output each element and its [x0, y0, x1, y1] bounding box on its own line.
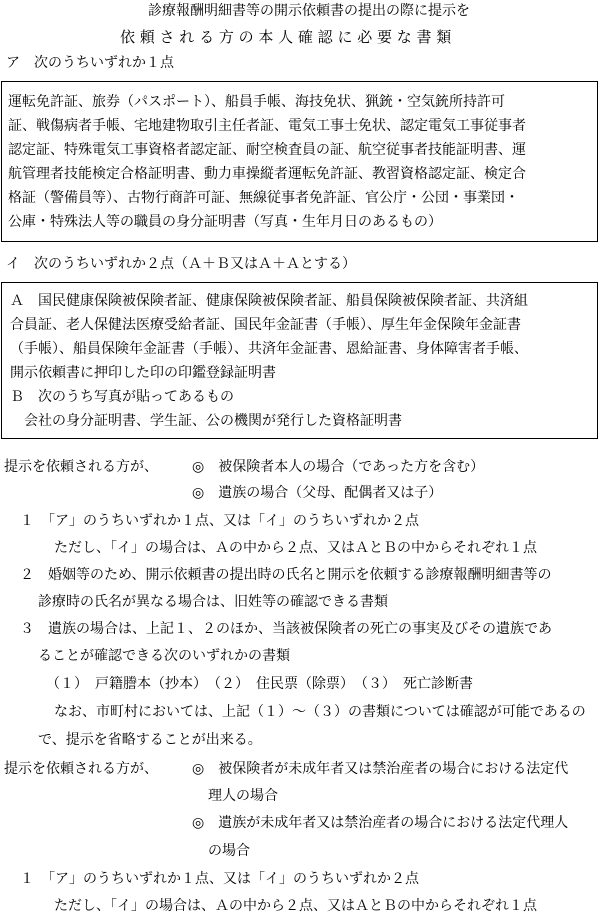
case1-item: ３ 遺族の場合は、上記１、２のほか、当該被保険者の死亡の事実及びその遺族であ: [20, 621, 552, 637]
case1-item: （１） 戸籍謄本（抄本） （２） 住民票（除票） （３） 死亡診断書: [46, 676, 473, 692]
title-line-2: 依 頼 さ れ る 方 の 本 人 確 認 に 必 要 な 書 類: [120, 28, 452, 46]
case1-item: ることが確認できる次のいずれかの書類: [38, 648, 290, 664]
section-b-line: （手帳）、船員保険年金証書（手帳）、共済年金証書、恩給証書、身体障害者手帳、: [10, 341, 528, 357]
case1-option-family: ◎ 遺族の場合（父母、配偶者又は子）: [192, 485, 443, 501]
section-b-line: 開示依頼書に押印した印の印鑑登録証明書: [10, 365, 276, 381]
section-a-line: 公庫・特殊法人等の職員の身分証明書（写真・生年月日のあるもの）: [8, 214, 442, 230]
title-line-1: 診療報酬明細書等の開示依頼書の提出の際に提示を: [148, 3, 470, 19]
case1-label: 提示を依頼される方が、: [4, 459, 158, 475]
case1-item: ２ 婚姻等のため、開示依頼書の提出時の氏名と開示を依頼する診療報酬明細書等の: [20, 567, 552, 583]
case2-option-guardian-cont: 理人の場合: [208, 788, 278, 804]
case2-label: 提示を依頼される方が、: [4, 761, 158, 777]
section-b-line: 合員証、老人保健法医療受給者証、国民年金証書（手帳）、厚生年金保険年金証書: [10, 317, 521, 333]
section-b-line: Ｂ 次のうち写真が貼ってあるもの: [10, 389, 234, 405]
case1-item: なお、市町村においては、上記（１）〜（３）の書類については確認が可能であるの: [54, 704, 586, 720]
section-a-line: 運転免許証、旅券（パスポート）、船員手帳、海技免状、猟銃・空気銃所持許可: [8, 94, 505, 110]
case1-option-insured: ◎ 被保険者本人の場合（であった方を含む）: [192, 459, 485, 475]
case2-option-guardian: ◎ 被保険者が未成年者又は禁治産者の場合における法定代: [192, 761, 569, 777]
case1-item: １ 「ア」のうちいずれか１点、又は「イ」のうちいずれか２点: [20, 513, 419, 529]
section-a-line: 証、戦傷病者手帳、宅地建物取引主任者証、電気工事士免状、認定電気工事従事者: [8, 118, 526, 134]
case2-option-family-guardian-cont: の場合: [208, 843, 250, 859]
case2-item: １ 「ア」のうちいずれか１点、又は「イ」のうちいずれか２点: [20, 871, 419, 887]
section-a-line: 認定証、特殊電気工事資格者認定証、耐空検査員の証、航空従事者技能証明書、運: [8, 142, 526, 158]
case2-option-family-guardian: ◎ 遺族が未成年者又は禁治産者の場合における法定代理人: [192, 815, 569, 831]
case1-item: 診療時の氏名が異なる場合は、旧姓等の確認できる書類: [38, 594, 388, 610]
section-b-line: Ａ 国民健康保険被保険者証、健康保険被保険者証、船員保険被保険者証、共済組: [10, 293, 528, 309]
section-a-line: 格証（警備員等）、古物行商許可証、無線従事者免許証、官公庁・公団・事業団・: [8, 190, 519, 206]
section-a-heading: ア 次のうちいずれか１点: [6, 55, 174, 71]
case1-item: で、提示を省略することが出来る。: [38, 732, 262, 748]
case1-item: ただし、「イ」の場合は、Ａの中から２点、又はＡとＢの中からそれぞれ１点: [54, 540, 537, 556]
section-b-line: 会社の身分証明書、学生証、公の機関が発行した資格証明書: [10, 413, 402, 429]
case2-item: ただし、「イ」の場合は、Ａの中から２点、又はＡとＢの中からそれぞれ１点: [54, 898, 537, 914]
section-b-heading: イ 次のうちいずれか２点（Ａ＋Ｂ又はＡ＋Ａとする）: [6, 256, 356, 272]
section-a-line: 航管理者技能検定合格証明書、動力車操縦者運転免許証、教習資格認定証、検定合: [8, 166, 526, 182]
section-b-box: [1, 282, 598, 439]
section-a-box: [1, 81, 598, 242]
